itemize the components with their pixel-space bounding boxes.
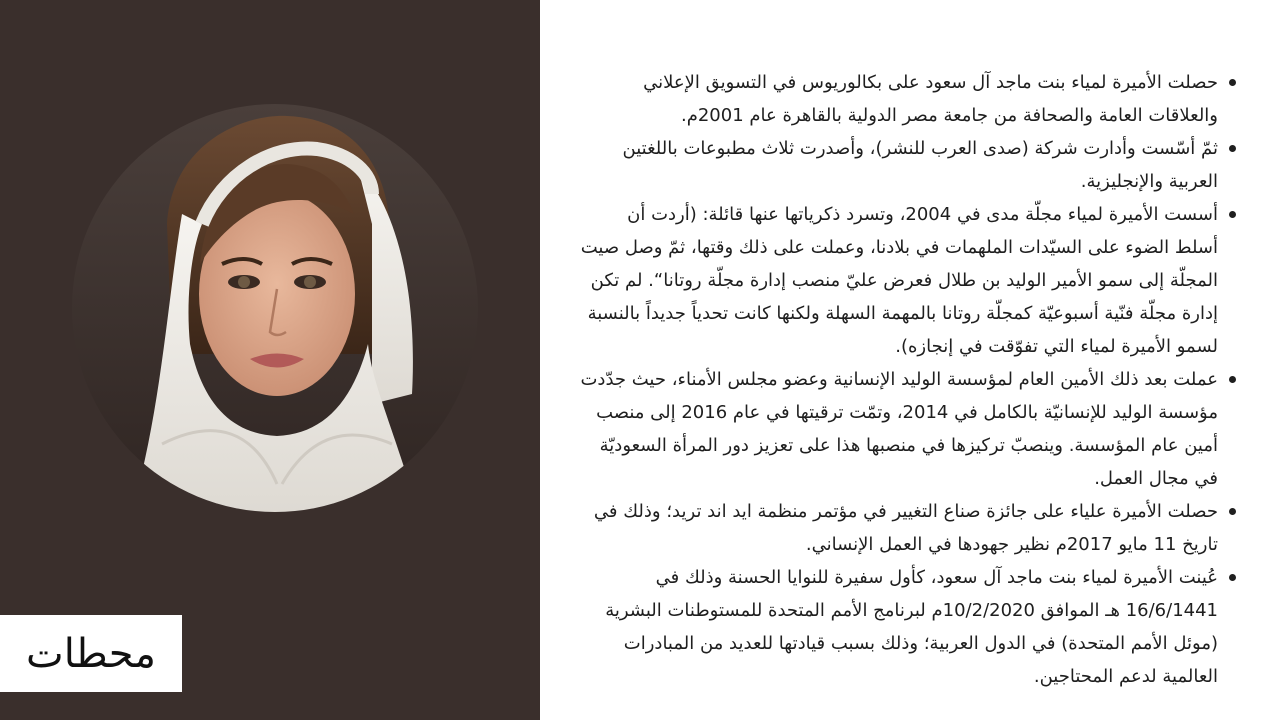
section-label: محطات: [26, 630, 156, 677]
portrait-photo: [72, 104, 478, 512]
bullet-item-6: عُينت الأميرة لمياء بنت ماجد آل سعود، كأول سفيرة للنوايا الحسنة وذلك في 16/6/1441 هـ الموافق 10/2/2020م لبرنامج الأمم المتحدة للمستوطنات البشرية (موئل الأمم المتحدة) في الدول العربية؛ وذلك بسبب قيادتها للعديد من المبادرات العالمية لدعم المحتاجين.: [580, 561, 1218, 693]
bullet-item-1: حصلت الأميرة لمياء بنت ماجد آل سعود على بكالوريوس في التسويق الإعلاني والعلاقات العامة والصحافة من جامعة مصر الدولية بالقاهرة عام 2001م.: [580, 66, 1218, 132]
left-panel: [0, 0, 540, 720]
bullet-item-2: ثمّ أسّست وأدارت شركة (صدى العرب للنشر)، وأصدرت ثلاث مطبوعات باللغتين العربية والإنجليزية.: [580, 132, 1218, 198]
section-label-box: [0, 615, 182, 692]
bullet-item-3: أسست الأميرة لمياء مجلّة مدى في 2004، وتسرد ذكرياتها عنها قائلة: (أردت أن أسلط الضوء على السيّدات الملهمات في بلادنا، وعملت على ذلك وقتها، ثمّ وصل صيت المجلّة إلى سمو الأمير الوليد بن طلال فعرض عليّ منصب إدارة مجلّة روتانا“. لم تكن إدارة مجلّة فنّية أسبوعيّة كمجلّة روتانا بالمهمة السهلة ولكنها كانت تحدياً جديداً بالنسبة لسمو الأميرة لمياء التي تفوّقت في إنجازه).: [580, 198, 1218, 363]
bullet-item-5: حصلت الأميرة علياء على جائزة صناع التغيير في مؤتمر منظمة ايد اند تريد؛ وذلك في تاريخ 11 مايو 2017م نظير جهودها في العمل الإنساني.: [580, 495, 1218, 561]
portrait-illustration: [72, 104, 478, 512]
bullet-list: [580, 66, 1240, 693]
bullet-item-4: عملت بعد ذلك الأمين العام لمؤسسة الوليد الإنسانية وعضو مجلس الأمناء، حيث جدّدت مؤسسة الوليد للإنسانيّة بالكامل في 2014، وتمّت ترقيتها في عام 2016 إلى منصب أمين عام المؤسسة. وينصبّ تركيزها في منصبها هذا على تعزيز دور المرأة السعوديّة في مجال العمل.: [580, 363, 1218, 495]
content-area: [580, 66, 1240, 686]
